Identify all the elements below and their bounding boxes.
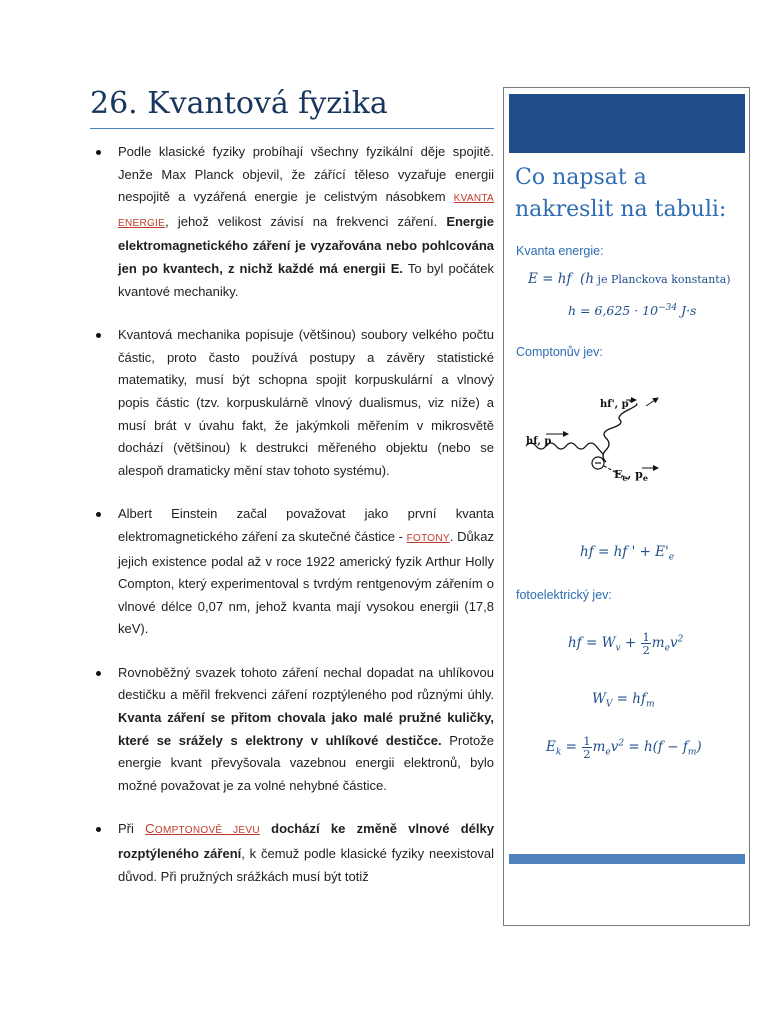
- pf3-den: 2: [583, 747, 591, 761]
- photoelectric-formula-3: [546, 735, 702, 760]
- compton-formula-sub: e: [668, 552, 675, 563]
- bullet-dot: [96, 333, 101, 338]
- sidebar-footer-bar: [509, 854, 745, 864]
- compton-formula-main: hf = hf ' + E': [580, 544, 669, 560]
- pf3-e: E: [546, 739, 556, 755]
- sidebar-panel: [503, 87, 750, 926]
- electron-p: , p: [627, 468, 643, 481]
- keyword-link: KVANTA ENERGIE: [118, 193, 494, 229]
- bullet-text: Albert Einstein začal považovat jako první kvanta elektromagnetického záření za skutečné částice -: [118, 506, 494, 544]
- pf3-sub: k: [555, 747, 562, 758]
- title-rule: [90, 128, 494, 129]
- pf1-sq: 2: [677, 634, 684, 645]
- bullet-text: , jehož velikost závisí na frekvenci záření.: [165, 213, 447, 229]
- bullet-item: [90, 662, 494, 798]
- planck-exponent: −34: [658, 303, 678, 313]
- pf1-num: 1: [642, 630, 650, 644]
- pf3-sq: 2: [618, 738, 625, 749]
- incoming-photon-label: hf, p: [526, 436, 552, 447]
- bullet-item: [90, 818, 494, 888]
- bullet-text: [260, 821, 271, 836]
- planck-formula-open: (: [580, 271, 586, 287]
- planck-unit: J·s: [677, 303, 697, 319]
- pf3-close: ): [696, 739, 702, 755]
- photoelectric-formula-1: [568, 631, 683, 656]
- bullet-dot: [96, 827, 101, 832]
- bullet-item: [90, 503, 494, 641]
- pf1-left: hf = W: [568, 635, 616, 651]
- bullet-dot: [96, 671, 101, 676]
- pf3-m: m: [592, 739, 606, 755]
- pf3-rest: = h(f − f: [624, 739, 688, 755]
- pf3-msub: e: [605, 747, 611, 758]
- pf2-w: W: [592, 691, 606, 707]
- pf1-v: v: [669, 635, 678, 651]
- bullet-text: Kvantová mechanika popisuje (většinou) soubory velkého počtu částic, proto často používá postupy a závěry statistické matematiky, musí být schopna spojit korpuskulární a vlnový popis částic (tzv. korpuskulárně vlnový dualismus, viz níže) a musí brát v úvahu fakt, že jakýmkoli měřením v mikrosvětě dochází (většinou) k destrukci měřeného objektu (nebo se alespoň dramaticky mění stav tohoto systému).: [118, 327, 494, 478]
- compton-label: Comptonův jev:: [516, 345, 603, 359]
- photoelectric-label: fotoelektrický jev:: [516, 588, 612, 602]
- electron-E: E: [614, 468, 623, 481]
- scattered-photon-wave: [603, 404, 637, 462]
- planck-formula-main: E = hf: [528, 271, 572, 287]
- planck-value: h = 6,625 · 10: [568, 303, 659, 319]
- bullet-text: Podle klasické fyziky probíhají všechny fyzikální děje spojitě. Jenže Max Planck objevil, že zářící těleso vyzařuje energii nespojitě a vyzářená energie je celistvým násobkem: [118, 144, 494, 205]
- pf1-m: m: [651, 635, 665, 651]
- bullet-text: Rovnoběžný svazek tohoto záření nechal dopadat na uhlíkovou destičku a měřil frekvenci záření rozptýleného pod různými úhly.: [118, 664, 494, 703]
- planck-constant-value: [568, 303, 696, 318]
- pf3-v: v: [610, 739, 619, 755]
- pf1-sub: v: [615, 643, 621, 654]
- keyword-link: C: [145, 821, 155, 837]
- keyword-link: OMPTONOVĚ JEVU: [154, 825, 260, 837]
- bullet-item: [90, 324, 494, 482]
- pf3-eq: =: [561, 739, 582, 755]
- bullet-item: [90, 141, 494, 303]
- compton-diagram: [518, 384, 674, 526]
- pf1-plus: +: [620, 635, 641, 651]
- bullet-text: Protože energie kvant převyšovala vazebnou energii elektronů, bylo možné považovat je za volné nehybné částice.: [118, 732, 494, 793]
- pf2-rest: = hf: [612, 691, 646, 707]
- pf1-msub: e: [664, 643, 670, 654]
- bold-text: Energie elektromagnetického záření je vyzařována nebo pohlcována jen po kvantech, z nichž každé má energii E.: [118, 213, 494, 276]
- bullet-list: [90, 141, 494, 909]
- sidebar-header-bar: [509, 94, 745, 153]
- bold-text: dochází ke změně vlnové délky rozptýleného záření: [118, 821, 494, 862]
- pf1-fraction: [641, 631, 650, 656]
- arrow-photon-dir: [646, 398, 658, 406]
- page-title: 26. Kvantová fyzika: [90, 86, 388, 121]
- bullet-text: . Důkaz jejich existence podal až v roce 1922 americký fyzik Arthur Holly Compton, který experimentoval s tvrdým rentgenovým zářením o vlnové délce 0,07 nm, jehož kvanta mají vysokou energii (17,8 keV).: [118, 528, 495, 637]
- keyword-link: FOTONY: [406, 532, 450, 544]
- electron-E-sub: e: [622, 473, 628, 483]
- bullet-dot: [96, 150, 101, 155]
- pf3-fraction: [582, 735, 591, 760]
- electron-p-sub: e: [642, 473, 648, 483]
- pf2-sub: V: [605, 699, 613, 710]
- bullet-text: , k čemuž podle klasické fyziky neexistoval důvod. Při pružných srážkách musí být totiž: [118, 846, 495, 884]
- bold-text: Kvanta záření se přitom chovala jako malé pružné kuličky, které se srážely s elektrony v uhlíkové destičce.: [118, 710, 494, 748]
- pf3-num: 1: [583, 734, 591, 748]
- sidebar-heading: Co napsat a nakreslit na tabuli:: [515, 165, 727, 222]
- pf2-sub2: m: [645, 699, 655, 710]
- planck-formula: [528, 271, 731, 287]
- pf1-den: 2: [642, 643, 650, 657]
- compton-formula: [580, 544, 674, 563]
- bullet-dot: [96, 512, 101, 517]
- electron-label: [614, 468, 648, 483]
- bullet-text: To byl počátek kvantové mechaniky.: [118, 260, 494, 299]
- planck-note: je Planckova konstanta): [594, 273, 731, 286]
- kvanta-label: Kvanta energie:: [516, 244, 604, 258]
- scattered-photon-label: hf', p': [600, 399, 632, 410]
- bullet-text: Při: [118, 821, 146, 837]
- planck-formula-h: h: [585, 271, 595, 287]
- photoelectric-formula-2: [592, 691, 655, 710]
- pf3-sub2: m: [687, 747, 697, 758]
